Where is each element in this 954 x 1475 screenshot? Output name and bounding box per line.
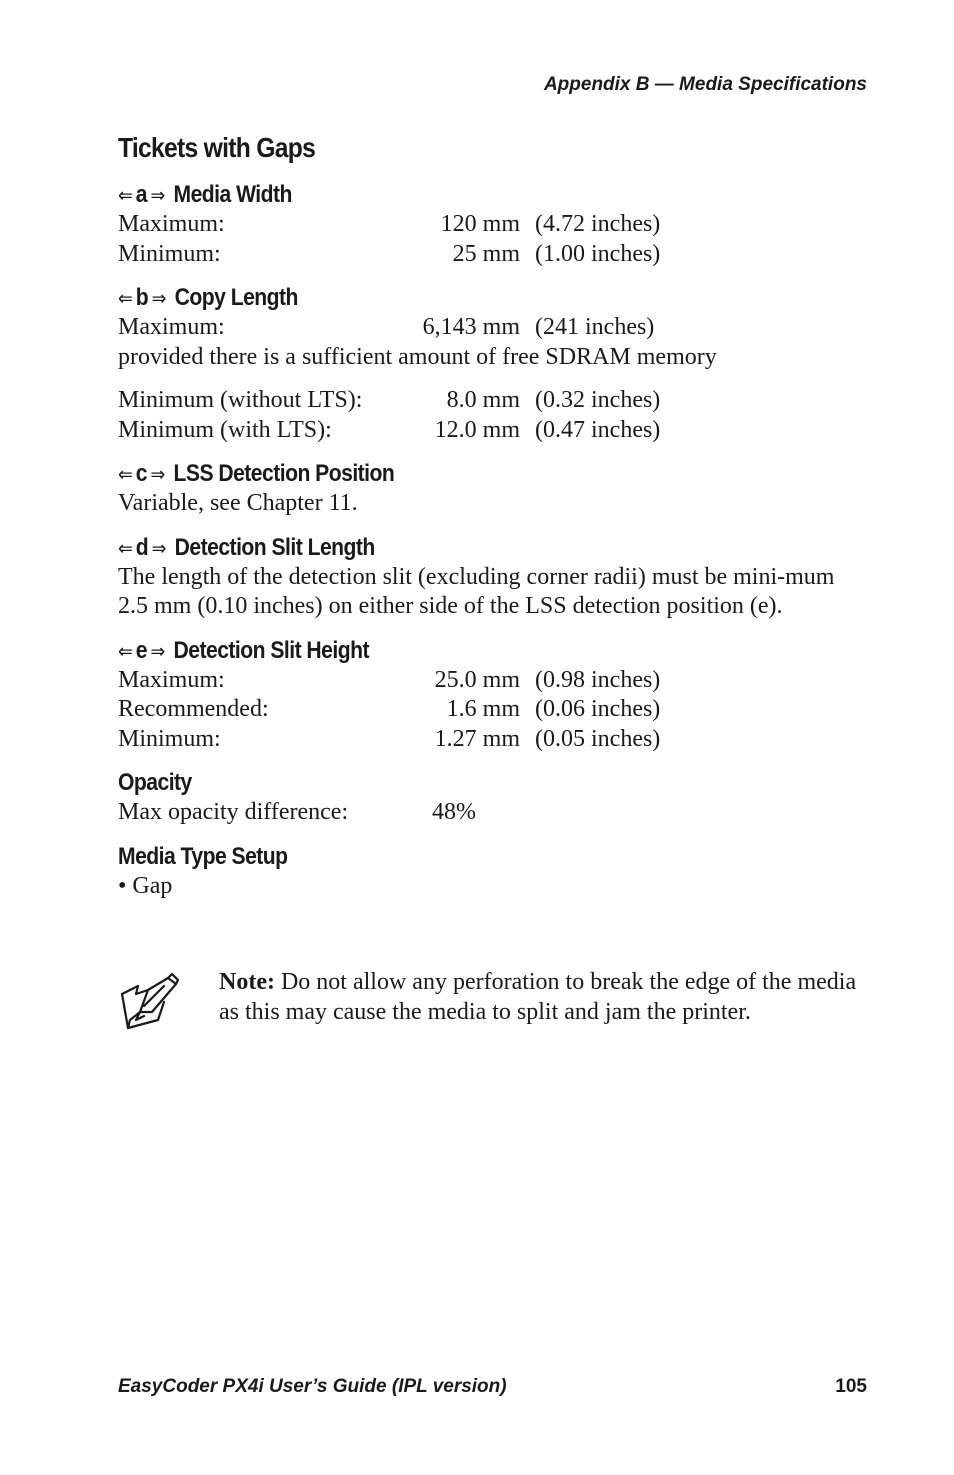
section-title: Detection Slit Length: [174, 533, 375, 561]
right-arrow-icon: ⇒: [151, 286, 166, 310]
spec-row: [118, 666, 863, 696]
page-title: Tickets with Gaps: [118, 132, 316, 163]
note-text: [219, 968, 863, 1027]
section-text: The length of the detection slit (excluding corner radii) must be mini-mum 2.5 mm (0.10 inches) on either side of the LSS detection position (e).: [118, 563, 835, 619]
spec-value: 8.0 mm: [446, 387, 520, 413]
spec-imperial: (1.00 inches): [535, 240, 661, 267]
dimension-letter: a: [135, 181, 147, 208]
page-content: [118, 128, 863, 915]
section-title: LSS Detection Position: [173, 460, 395, 487]
section-heading: Media Type Setup: [118, 842, 288, 870]
running-header: Appendix B — Media Specifications: [543, 74, 867, 95]
spec-row: [118, 386, 863, 416]
section-heading: [118, 283, 774, 313]
section-heading: Opacity: [118, 769, 192, 796]
section-media-type-setup: [118, 842, 863, 902]
right-arrow-icon: ⇒: [150, 638, 165, 663]
section-text: Variable, see Chapter 11.: [118, 490, 358, 516]
section-detection-slit-height: [118, 636, 863, 755]
running-footer: [118, 1376, 867, 1398]
spec-row: [118, 416, 863, 446]
spec-value: 25 mm: [452, 240, 520, 267]
section-title: Detection Slit Height: [173, 636, 369, 664]
guide-title: EasyCoder PX4i User’s Guide (IPL version): [118, 1376, 507, 1397]
spec-imperial: (0.05 inches): [535, 725, 661, 752]
left-arrow-icon: ⇐: [118, 462, 133, 486]
spec-value: 6,143 mm: [422, 314, 520, 340]
section-copy-length: [118, 283, 863, 445]
dimension-letter: b: [135, 284, 149, 311]
left-arrow-icon: ⇐: [118, 638, 133, 663]
section-title: Copy Length: [174, 284, 298, 311]
note-body: Do not allow any perforation to break the edge of the media as this may cause the media to split and jam the printer.: [219, 969, 857, 1025]
spec-label: Minimum:: [118, 240, 221, 267]
section-title: Media Width: [173, 181, 292, 208]
spec-row: [118, 798, 863, 828]
section-heading: [118, 533, 774, 563]
spec-label: Maximum:: [118, 666, 225, 693]
spec-value: 1.6 mm: [446, 696, 520, 722]
section-opacity: [118, 768, 863, 828]
spec-row: [118, 313, 863, 343]
section-detection-slit-length: [118, 533, 863, 622]
spec-label: Max opacity difference:: [118, 799, 349, 825]
spec-row: [118, 725, 863, 755]
spec-label: Minimum (with LTS):: [118, 416, 332, 443]
spec-row: [118, 240, 863, 270]
spec-value: 25.0 mm: [434, 666, 520, 693]
spec-imperial: (0.98 inches): [535, 666, 661, 693]
spec-label: Minimum (without LTS):: [118, 387, 363, 413]
section-lss-detection-position: [118, 459, 863, 519]
spec-label: Maximum:: [118, 211, 225, 237]
page-number: 105: [835, 1376, 867, 1397]
spec-imperial: (0.32 inches): [535, 387, 661, 413]
section-heading: [118, 180, 774, 210]
dimension-letter: d: [135, 533, 149, 561]
spec-value: 48%: [432, 799, 476, 825]
section-media-width: [118, 180, 863, 269]
right-arrow-icon: ⇒: [150, 183, 165, 207]
spec-row: [118, 210, 863, 240]
spec-row: [118, 695, 863, 725]
right-arrow-icon: ⇒: [151, 535, 166, 560]
spec-value: 1.27 mm: [434, 725, 520, 752]
right-arrow-icon: ⇒: [150, 462, 165, 486]
spec-imperial: (0.06 inches): [535, 696, 661, 722]
spec-label: Minimum:: [118, 725, 221, 752]
note-label: Note:: [219, 969, 275, 995]
spec-imperial: (0.47 inches): [535, 416, 661, 443]
spec-label: Maximum:: [118, 314, 225, 340]
spec-label: Recommended:: [118, 696, 269, 722]
left-arrow-icon: ⇐: [118, 183, 133, 207]
spec-imperial: (241 inches): [535, 314, 655, 340]
pencil-note-icon: [118, 972, 180, 1030]
spec-value: 12.0 mm: [434, 416, 520, 443]
spec-imperial: (4.72 inches): [535, 211, 661, 237]
left-arrow-icon: ⇐: [118, 286, 133, 310]
section-heading: [118, 459, 774, 489]
list-item: • Gap: [118, 872, 173, 899]
dimension-letter: c: [135, 460, 147, 487]
left-arrow-icon: ⇐: [118, 535, 133, 560]
spec-note: provided there is a sufficient amount of free SDRAM memory: [118, 343, 717, 370]
spec-value: 120 mm: [440, 211, 520, 237]
note-box: [118, 968, 863, 1027]
section-heading: [118, 636, 774, 666]
dimension-letter: e: [135, 636, 147, 664]
